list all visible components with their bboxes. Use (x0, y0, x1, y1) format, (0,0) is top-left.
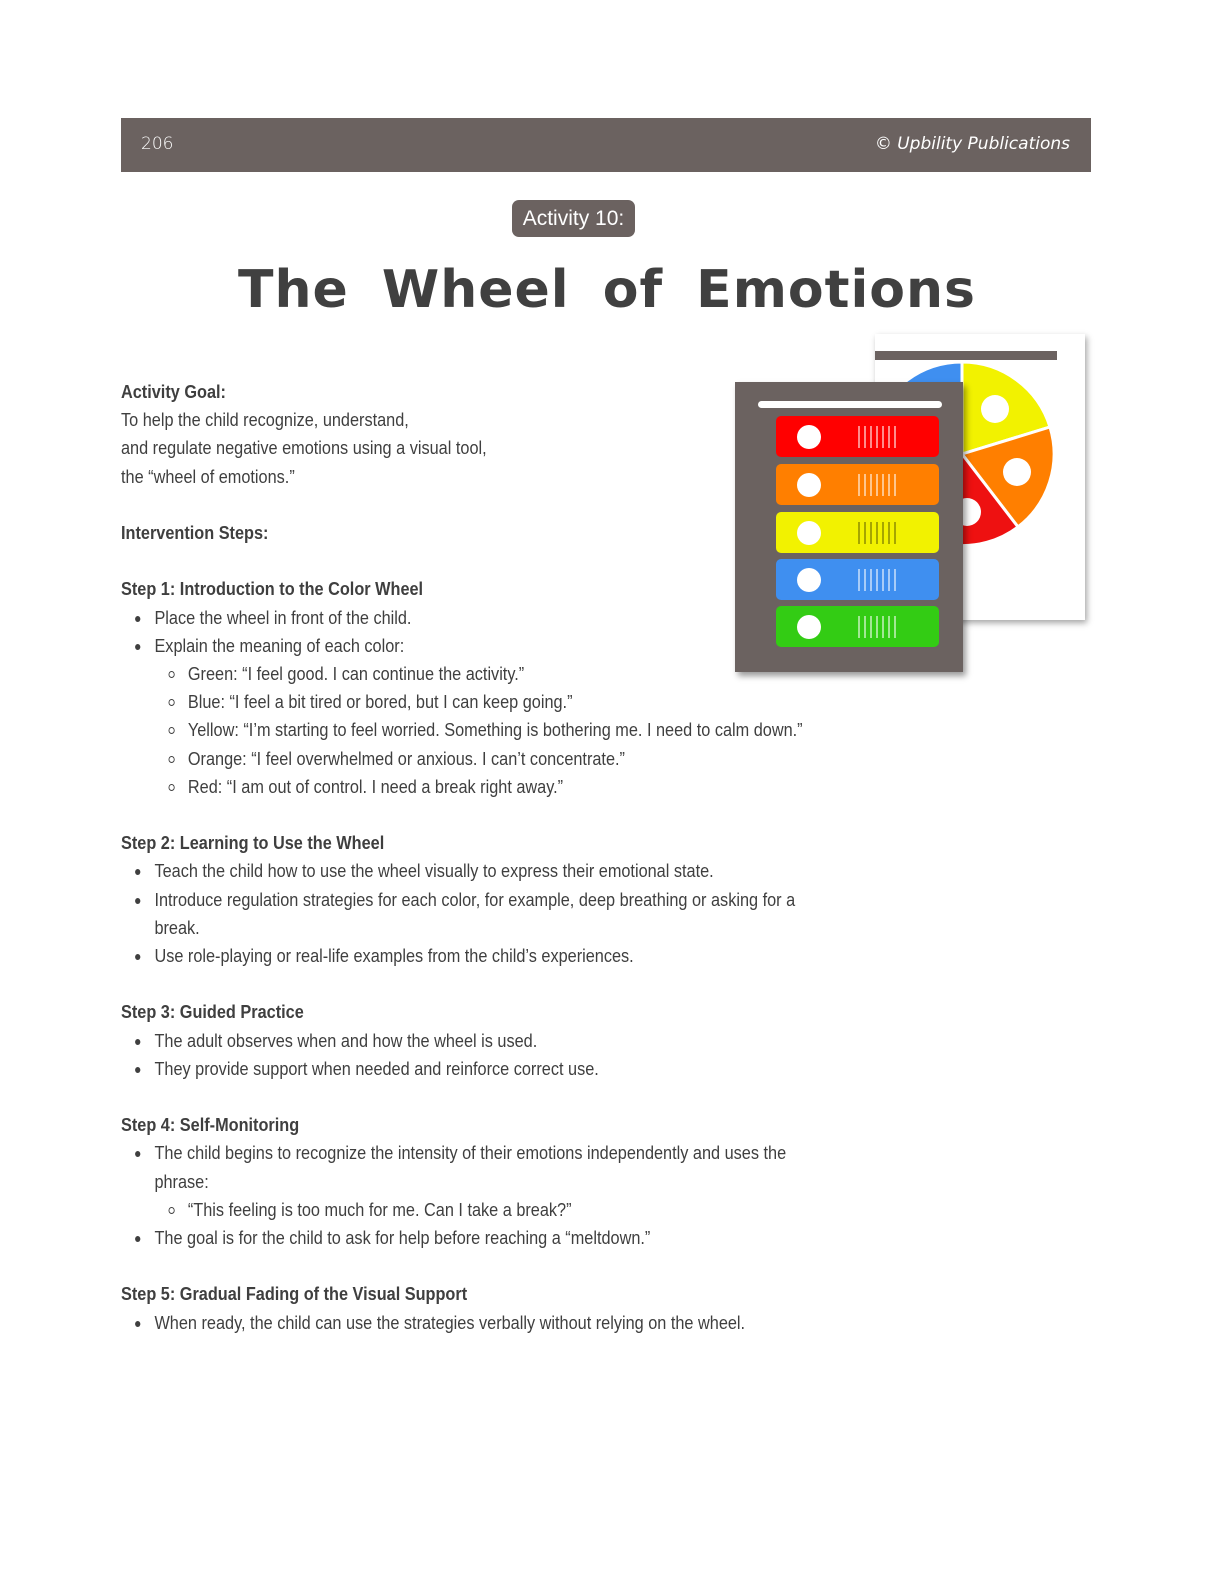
page-header-bar (121, 118, 1091, 172)
activity-goal-line: To help the child recognize, understand, (121, 409, 409, 431)
list-item: Teach the child how to use the wheel visually to express their emotional state. (121, 857, 825, 885)
step-heading: Step 4: Self-Monitoring (121, 1114, 300, 1136)
intervention-steps-heading: Intervention Steps: (121, 522, 269, 543)
step-5 (121, 1280, 825, 1336)
activity-goal-heading: Activity Goal: (121, 381, 226, 402)
step-heading: Step 5: Gradual Fading of the Visual Support (121, 1283, 468, 1305)
color-meaning-orange: Orange: “I feel overwhelmed or anxious. I can’t concentrate.” (154, 745, 825, 773)
list-item (121, 632, 825, 801)
list-item: They provide support when needed and reinforce correct use. (121, 1055, 825, 1083)
color-meaning-blue: Blue: “I feel a bit tired or bored, but I can keep going.” (154, 688, 825, 716)
phrase-item: “This feeling is too much for me. Can I take a break?” (154, 1196, 825, 1224)
color-meaning-yellow: Yellow: “I’m starting to feel worried. Something is bothering me. I need to calm down.” (154, 716, 825, 744)
step-heading: Step 2: Learning to Use the Wheel (121, 832, 385, 854)
list-item: When ready, the child can use the strategies verbally without relying on the wheel. (121, 1309, 825, 1337)
page-number: 206 (141, 134, 174, 154)
list-item: Use role-playing or real-life examples from the child’s experiences. (121, 942, 825, 970)
color-meaning-green: Green: “I feel good. I can continue the activity.” (154, 660, 825, 688)
step-2 (121, 829, 825, 970)
list-item: The goal is for the child to ask for help before reaching a “meltdown.” (121, 1224, 825, 1252)
activity-badge: Activity 10: (512, 200, 635, 237)
list-item: Place the wheel in front of the child. (121, 604, 825, 632)
list-item-text: Explain the meaning of each color: (154, 634, 405, 656)
list-item: Introduce regulation strategies for each color, for example, deep breathing or asking for a break. (121, 886, 825, 942)
list-item (121, 1139, 825, 1224)
color-meaning-red: Red: “I am out of control. I need a break right away.” (154, 773, 825, 801)
list-item: The adult observes when and how the wheel is used. (121, 1027, 825, 1055)
step-heading: Step 3: Guided Practice (121, 1001, 304, 1023)
list-item-text: The child begins to recognize the intensity of their emotions independently and uses the phrase: (154, 1142, 787, 1192)
step-3 (121, 998, 825, 1083)
activity-goal-line: the “wheel of emotions.” (121, 465, 295, 487)
step-1 (121, 575, 825, 801)
activity-body (121, 378, 825, 1337)
step-4 (121, 1111, 825, 1252)
copyright-notice: © Upbility Publications (874, 134, 1070, 154)
page-title: The Wheel of Emotions (238, 260, 976, 320)
step-heading: Step 1: Introduction to the Color Wheel (121, 578, 424, 600)
activity-goal-line: and regulate negative emotions using a visual tool, (121, 437, 487, 459)
